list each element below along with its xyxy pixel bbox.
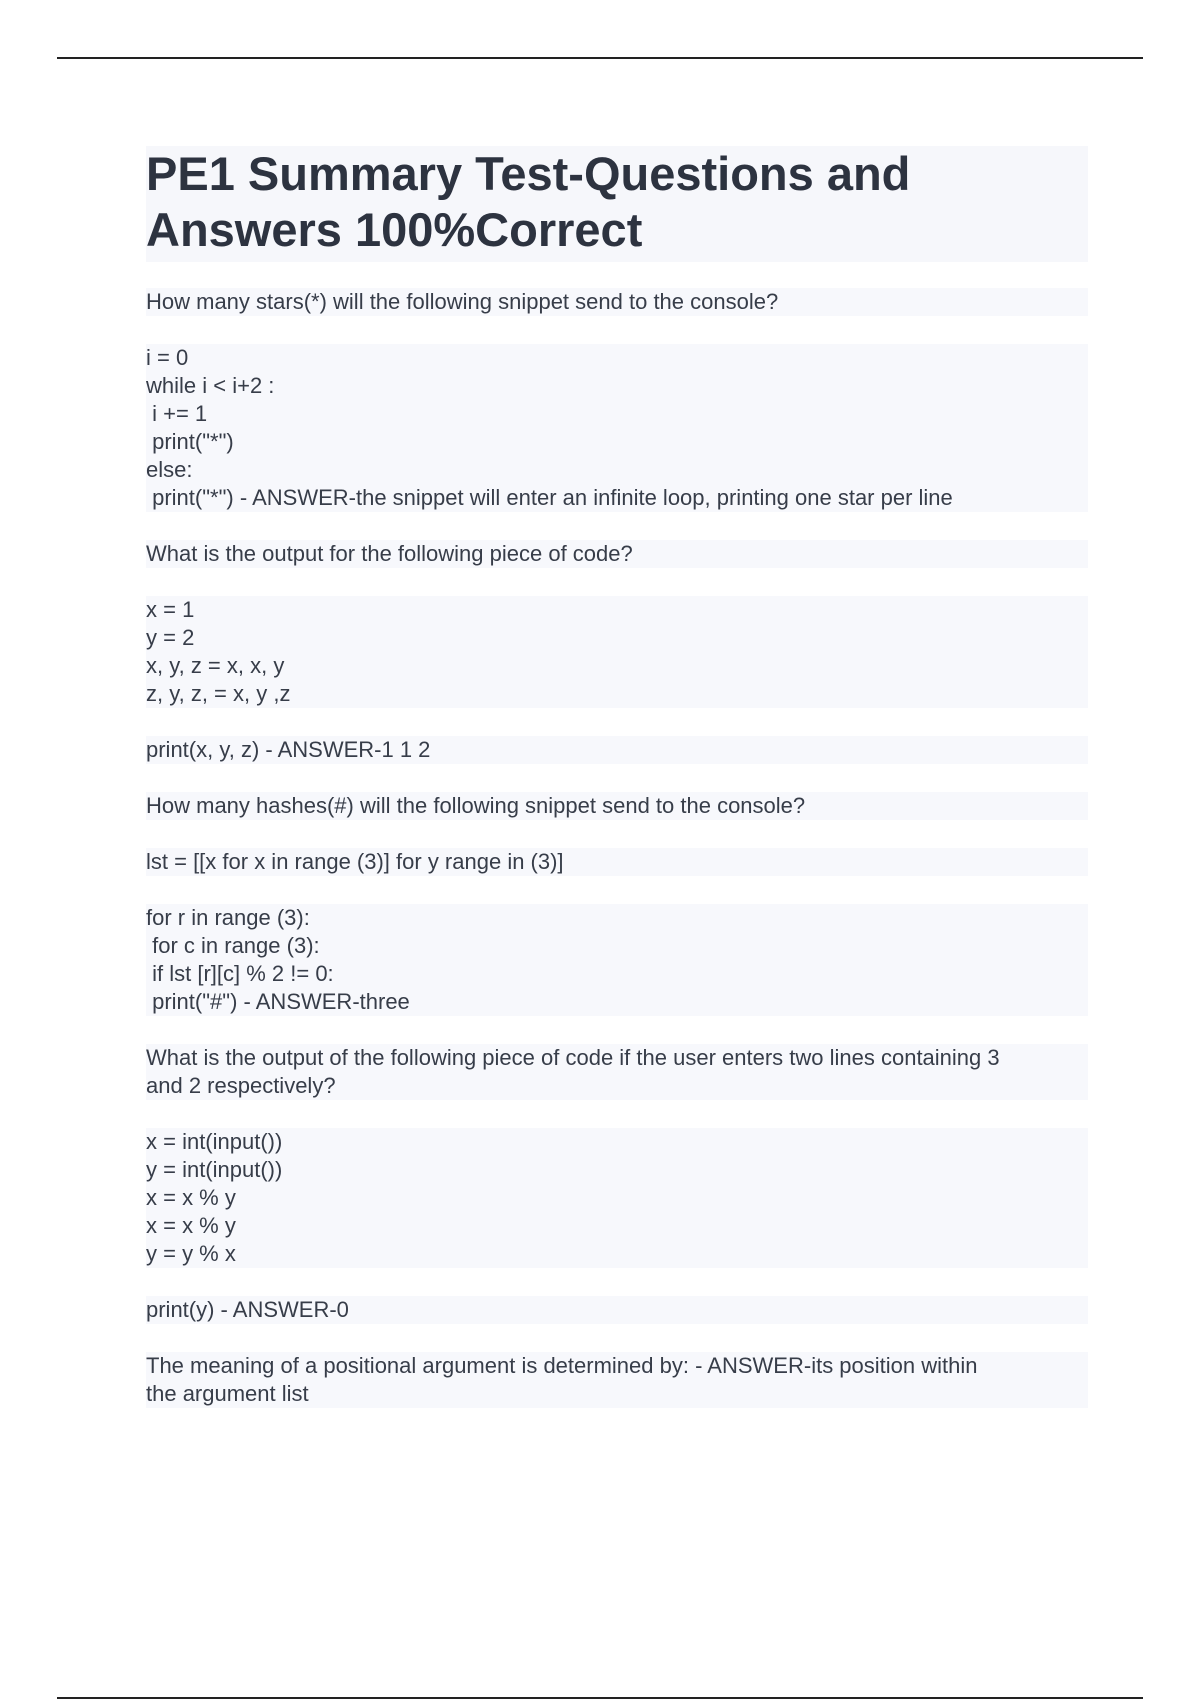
code-line: for c in range (3): bbox=[146, 932, 1088, 960]
code-line: x, y, z = x, x, y bbox=[146, 652, 1088, 680]
code-line: y = 2 bbox=[146, 624, 1088, 652]
code-line: x = x % y bbox=[146, 1184, 1088, 1212]
code-line: else: bbox=[146, 456, 1088, 484]
question-1 bbox=[146, 288, 1088, 512]
code-line: x = 1 bbox=[146, 596, 1088, 624]
code-line: y = int(input()) bbox=[146, 1156, 1088, 1184]
question-text: How many hashes(#) will the following snippet send to the console? bbox=[146, 792, 1088, 820]
question-text: The meaning of a positional argument is determined by: - ANSWER-its position within the argument list bbox=[146, 1352, 1088, 1408]
question-text: What is the output of the following piece of code if the user enters two lines containing 3 and 2 respectively? bbox=[146, 1044, 1088, 1100]
question-4 bbox=[146, 1044, 1088, 1324]
answer-line: print("#") - ANSWER-three bbox=[146, 988, 1088, 1016]
code-line: i = 0 bbox=[146, 344, 1088, 372]
code-block bbox=[146, 596, 1088, 708]
code-line: print("*") bbox=[146, 428, 1088, 456]
document-title: PE1 Summary Test-Questions and Answers 100%Correct bbox=[146, 146, 1088, 262]
top-rule bbox=[57, 57, 1143, 59]
code-line: if lst [r][c] % 2 != 0: bbox=[146, 960, 1088, 988]
answer-line: print(y) - ANSWER-0 bbox=[146, 1296, 1088, 1324]
code-line: z, y, z, = x, y ,z bbox=[146, 680, 1088, 708]
question-2 bbox=[146, 540, 1088, 764]
code-block bbox=[146, 904, 1088, 1016]
document-body bbox=[146, 146, 1088, 1408]
code-line: x = int(input()) bbox=[146, 1128, 1088, 1156]
answer-line: print("*") - ANSWER-the snippet will enter an infinite loop, printing one star per line bbox=[146, 484, 1088, 512]
code-line: lst = [[x for x in range (3)] for y range in (3)] bbox=[146, 848, 1088, 876]
code-line: x = x % y bbox=[146, 1212, 1088, 1240]
code-block bbox=[146, 344, 1088, 512]
question-5 bbox=[146, 1352, 1088, 1408]
question-text: What is the output for the following piece of code? bbox=[146, 540, 1088, 568]
bottom-rule bbox=[57, 1697, 1143, 1699]
answer-line: print(x, y, z) - ANSWER-1 1 2 bbox=[146, 736, 1088, 764]
question-text: How many stars(*) will the following snippet send to the console? bbox=[146, 288, 1088, 316]
code-line: i += 1 bbox=[146, 400, 1088, 428]
code-line: while i < i+2 : bbox=[146, 372, 1088, 400]
code-line: y = y % x bbox=[146, 1240, 1088, 1268]
code-block bbox=[146, 1128, 1088, 1268]
question-3 bbox=[146, 792, 1088, 1016]
code-line: for r in range (3): bbox=[146, 904, 1088, 932]
